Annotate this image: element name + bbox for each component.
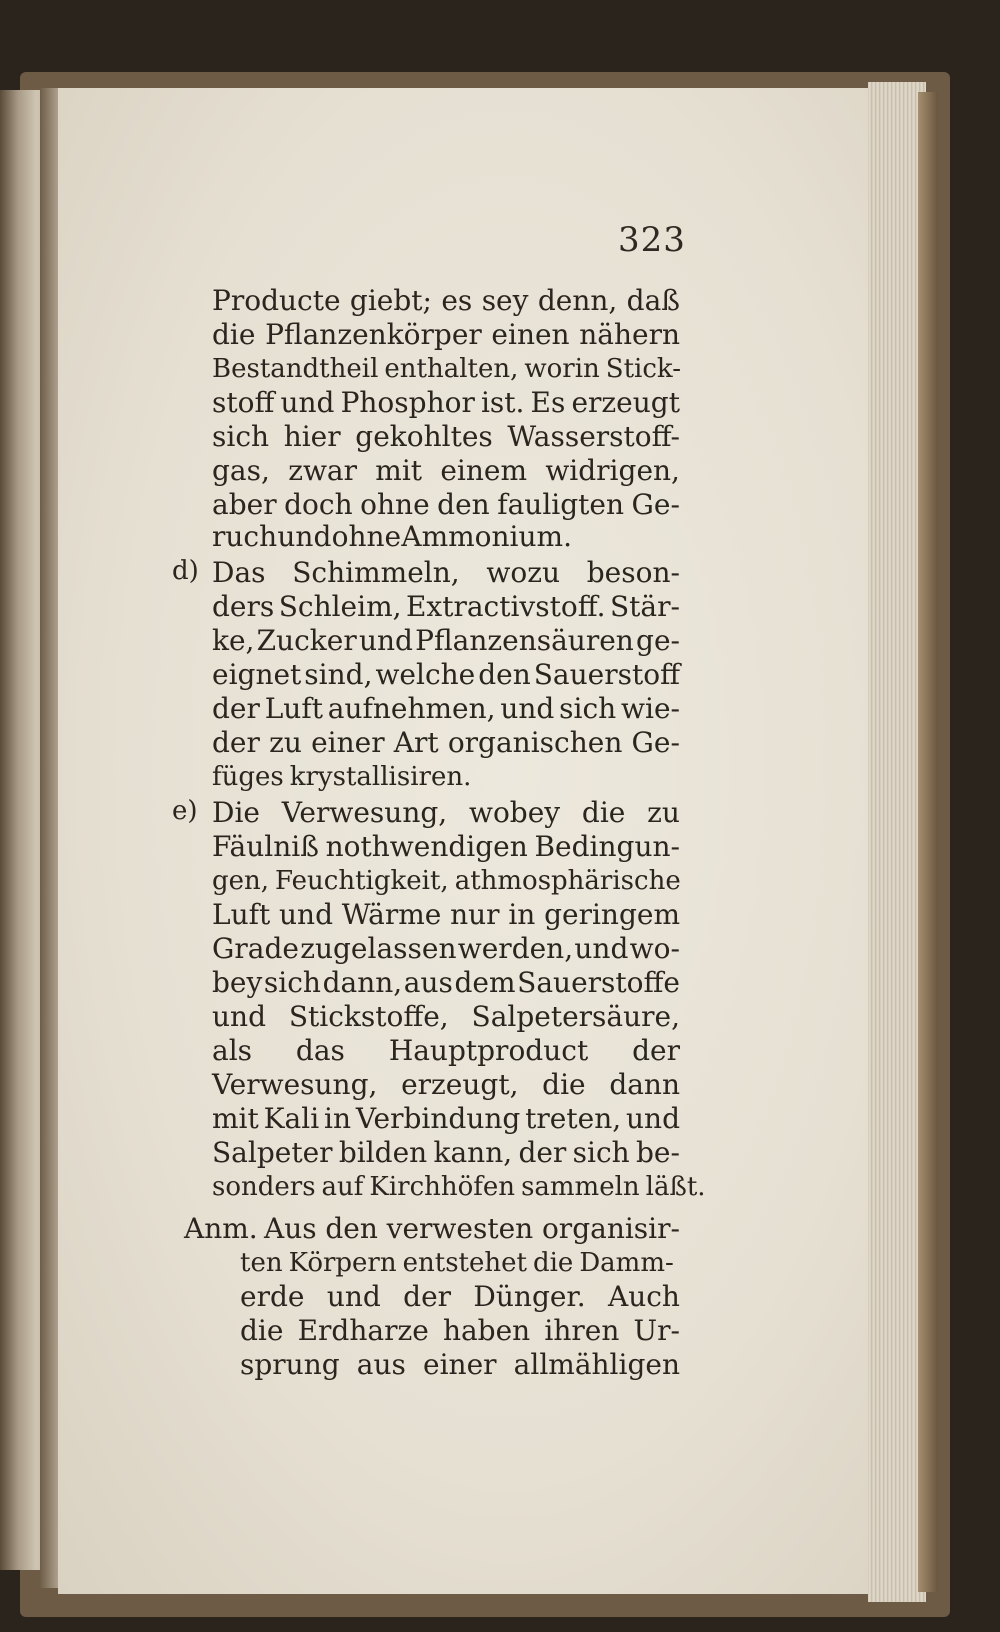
word: einem: [440, 454, 528, 487]
word: sprung: [240, 1348, 340, 1381]
text-line: [264, 1212, 680, 1246]
word: den: [437, 488, 490, 521]
word: organischen: [447, 726, 623, 759]
word: Bedingun-: [534, 830, 680, 863]
text-line: [212, 1136, 680, 1170]
word: erzeugt,: [401, 1068, 519, 1101]
word: be-: [635, 1136, 680, 1169]
word: Hauptproduct: [388, 1034, 589, 1067]
word: ders: [212, 590, 275, 623]
word: Bestandtheil: [212, 354, 379, 384]
word: aufnehmen,: [327, 692, 496, 725]
word: Kirchhöfen: [369, 1172, 516, 1202]
word: Wasserstoff-: [507, 420, 680, 453]
word: wobey: [468, 796, 561, 829]
word: ke,: [212, 624, 255, 657]
word: Pflanzensäuren: [415, 624, 634, 657]
word: die: [542, 1068, 586, 1101]
text-line: [212, 658, 680, 692]
word: dann: [609, 1068, 680, 1101]
word: zwar: [288, 454, 357, 487]
word: Producte: [212, 284, 341, 317]
word: aber: [212, 488, 277, 521]
word: fauligten: [497, 488, 625, 521]
text-line: [212, 692, 680, 726]
word: es: [441, 284, 473, 317]
word: nothwendigen: [325, 830, 528, 863]
word: den: [325, 1212, 378, 1245]
text-line: [212, 318, 680, 352]
word: sey: [481, 284, 529, 317]
word: dann,: [322, 966, 403, 999]
word: zu: [647, 796, 680, 829]
word: aus: [403, 966, 453, 999]
word: mit: [375, 454, 423, 487]
word: Wärme: [341, 898, 442, 931]
item-d-marker: d): [172, 556, 199, 586]
word: Pflanzenkörper: [265, 318, 482, 351]
word: welche: [375, 658, 476, 691]
word: zu: [269, 726, 302, 759]
word: Körpern: [288, 1248, 397, 1278]
word: entstehet: [402, 1248, 527, 1278]
word: Luft: [212, 898, 271, 931]
cover-fore-edge: [918, 92, 938, 1592]
word: werden,: [457, 932, 574, 965]
word: erzeugt: [571, 386, 680, 419]
word: Kali: [263, 1102, 320, 1135]
text-line: [212, 556, 680, 590]
word: einer: [423, 1348, 497, 1381]
text-line: [212, 386, 680, 420]
word: denn,: [537, 284, 618, 317]
word: stoff: [212, 386, 275, 419]
word: Salpeter: [212, 1136, 333, 1169]
word: den: [478, 658, 531, 691]
word: geringem: [544, 898, 680, 931]
word: der: [518, 1136, 567, 1169]
word: Damm-: [579, 1248, 674, 1278]
text-line: [212, 284, 680, 318]
word: gen,: [212, 866, 270, 896]
word: sich: [559, 692, 617, 725]
word: die: [532, 1248, 574, 1278]
word: und: [626, 1102, 680, 1135]
word: auf: [321, 1172, 364, 1202]
word: läßt.: [645, 1172, 706, 1202]
word: sammeln: [521, 1172, 640, 1202]
word: und: [212, 1000, 266, 1033]
word: Aus: [264, 1212, 317, 1245]
text-line: [212, 966, 680, 1000]
word: die: [240, 1314, 284, 1347]
text-line: [240, 1280, 680, 1314]
word: verwesten: [386, 1212, 534, 1245]
word: und: [280, 386, 335, 419]
text-line: [212, 420, 680, 454]
text-line: [212, 352, 680, 386]
word: die: [581, 796, 626, 829]
word: Luft: [264, 692, 323, 725]
word: in: [508, 898, 536, 931]
text-line: [240, 1246, 680, 1280]
word: Ammonium.: [401, 520, 572, 553]
word: der: [212, 692, 260, 725]
word: Phosphor: [340, 386, 475, 419]
word: der: [212, 726, 260, 759]
word: Fäulniß: [212, 830, 319, 863]
word: gas,: [212, 454, 270, 487]
word: Zucker: [256, 624, 357, 657]
word: ge-: [636, 624, 680, 657]
word: Auch: [608, 1280, 680, 1313]
word: Salpetersäure,: [471, 1000, 680, 1033]
word: nähern: [579, 318, 680, 351]
word: doch: [284, 488, 353, 521]
text-line: [212, 1000, 680, 1034]
word: Stick-: [605, 354, 682, 384]
word: Die: [212, 796, 260, 829]
word: Sauerstoffe: [517, 966, 680, 999]
word: sich: [263, 966, 321, 999]
word: der: [632, 1034, 680, 1067]
word: treten,: [525, 1102, 622, 1135]
word: bey: [212, 966, 263, 999]
word: worin: [524, 354, 600, 384]
item-e-marker: e): [172, 796, 198, 826]
word: sind,: [304, 658, 373, 691]
word: ten: [240, 1248, 283, 1278]
word: enthalten,: [384, 354, 519, 384]
word: Schimmeln,: [292, 556, 460, 589]
word: einer: [311, 726, 385, 759]
word: sich: [212, 420, 270, 453]
word: Sauerstoff: [533, 658, 680, 691]
text-line: [212, 864, 680, 898]
text-line: [212, 590, 680, 624]
word: wozu: [486, 556, 561, 589]
note-marker: Anm.: [184, 1212, 258, 1245]
word: Art: [393, 726, 439, 759]
word: kann,: [433, 1136, 513, 1169]
text-line: [240, 1348, 680, 1382]
word: Extractivstoff.: [405, 590, 606, 623]
word: Stickstoffe,: [288, 1000, 449, 1033]
word: einen: [491, 318, 570, 351]
text-line: [212, 726, 680, 760]
word: Stär-: [609, 590, 680, 623]
text-line: [212, 830, 680, 864]
word: der: [403, 1280, 452, 1313]
word: als: [212, 1034, 253, 1067]
word: füges: [212, 762, 284, 792]
text-line: [212, 898, 680, 932]
word: aus: [356, 1348, 406, 1381]
word: ohne: [360, 488, 430, 521]
text-line: [212, 760, 472, 794]
word: haben: [442, 1314, 531, 1347]
word: Ge-: [631, 726, 680, 759]
word: sich: [572, 1136, 630, 1169]
word: Ge-: [631, 488, 680, 521]
word: und: [326, 1280, 381, 1313]
text-line: [212, 1170, 706, 1204]
word: organisir-: [541, 1212, 680, 1245]
word: giebt;: [349, 284, 432, 317]
word: und: [500, 692, 555, 725]
text-line: [212, 1034, 680, 1068]
word: krystallisiren.: [289, 762, 472, 792]
word: in: [324, 1102, 352, 1135]
word: nur: [450, 898, 500, 931]
word: wie-: [621, 692, 680, 725]
text-line: [212, 796, 680, 830]
text-line: [240, 1314, 680, 1348]
word: Es: [530, 386, 566, 419]
word: und: [358, 624, 413, 657]
word: widrigen,: [545, 454, 680, 487]
word: Schleim,: [278, 590, 402, 623]
text-line: [212, 1102, 680, 1136]
word: bilden: [338, 1136, 428, 1169]
word: das: [295, 1034, 345, 1067]
word: Ur-: [633, 1314, 680, 1347]
word: die: [212, 318, 256, 351]
word: Grade: [212, 932, 299, 965]
word: allmähligen: [513, 1348, 680, 1381]
word: wo-: [629, 932, 680, 965]
text-line: [212, 488, 680, 522]
word: Dünger.: [473, 1280, 586, 1313]
word: Feuchtigkeit,: [275, 866, 449, 896]
word: athmosphärische: [454, 866, 681, 896]
page-number: 323: [618, 220, 686, 260]
word: und: [574, 932, 629, 965]
word: Erdharze: [297, 1314, 429, 1347]
word: ist.: [480, 386, 525, 419]
word: dem: [454, 966, 516, 999]
text-line: [212, 520, 572, 554]
word: erde: [240, 1280, 305, 1313]
word: ohne: [331, 520, 402, 553]
word: und: [279, 898, 334, 931]
word: sonders: [212, 1172, 316, 1202]
word: hier: [283, 420, 341, 453]
word: und: [277, 520, 332, 553]
word: Das: [212, 556, 266, 589]
text-line: [212, 932, 680, 966]
word: daß: [626, 284, 680, 317]
word: mit: [212, 1102, 259, 1135]
word: beson-: [586, 556, 680, 589]
word: ihren: [544, 1314, 620, 1347]
word: gekohltes: [355, 420, 493, 453]
word: zugelassen: [300, 932, 457, 965]
word: ruch: [212, 520, 278, 553]
word: eignet: [212, 658, 302, 691]
text-line: [212, 624, 680, 658]
word: Verwesung,: [281, 796, 448, 829]
word: Verwesung,: [212, 1068, 378, 1101]
text-line: [212, 1068, 680, 1102]
text-line: [212, 454, 680, 488]
word: Verbindung: [355, 1102, 521, 1135]
